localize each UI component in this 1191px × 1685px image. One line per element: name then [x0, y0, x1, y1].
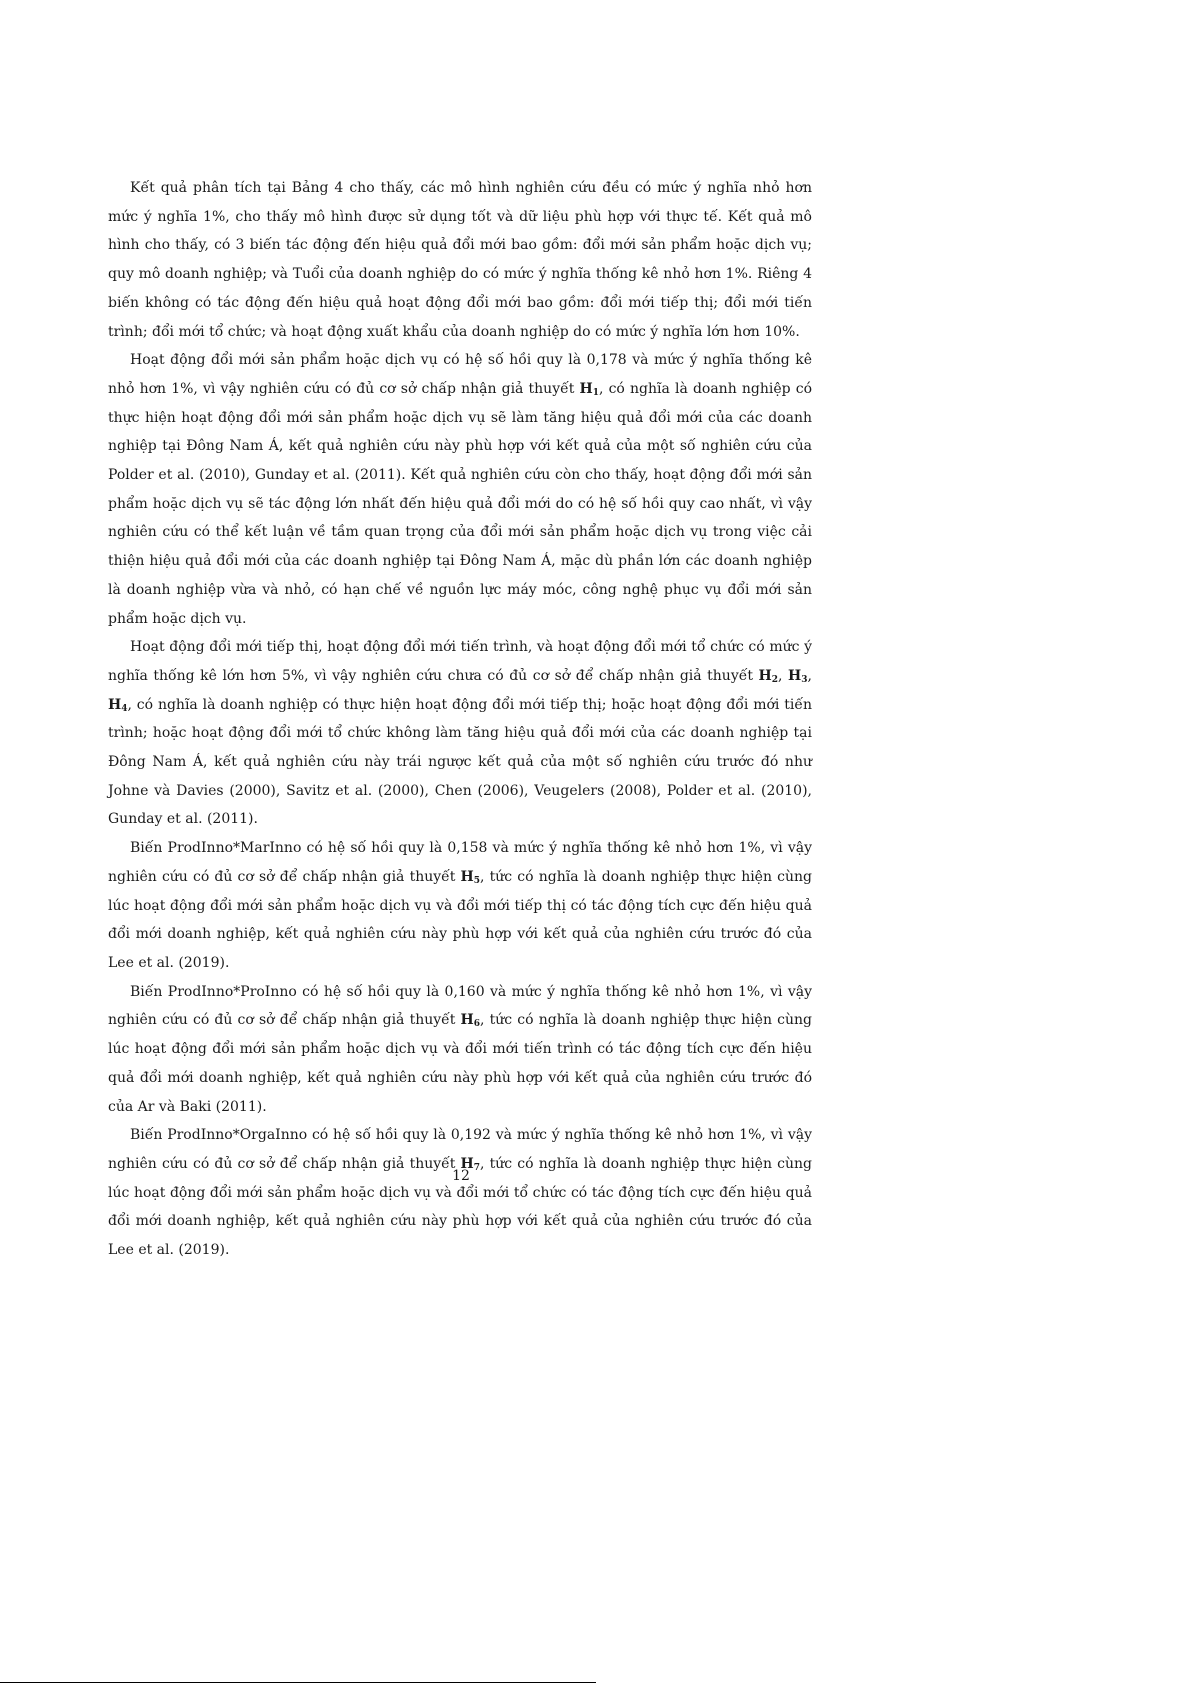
text-run: Biến ProdInno*MarInno có hệ số hồi quy là 0,158 và mức ý nghĩa thống kê nhỏ hơn 1%, vì vậy nghiên cứu có đủ cơ sở để chấp nhận giả thuyết [108, 840, 812, 885]
hypothesis-index: 7 [473, 1162, 481, 1173]
paragraph [108, 978, 812, 1122]
text-run: , có nghĩa là doanh nghiệp có thực hiện hoạt động đổi mới tiếp thị; hoặc hoạt động đổi mới tiến trình; hoặc hoạt động đổi mới tổ chức không làm tăng hiệu quả đổi mới của các doanh nghiệp tại Đông Nam Á, kết quả nghiên cứu này trái ngược kết quả của một số nghiên cứu trước đó như Johne và Davies (2000), Savitz et al. (2000), Chen (2006), Veugelers (2008), Polder et al. (2010), Gunday et al. (2011). [108, 696, 812, 828]
hypothesis-index: 6 [473, 1019, 481, 1030]
paragraph [108, 174, 812, 346]
hypothesis-label: H [460, 1155, 474, 1172]
text-run: Biến ProdInno*OrgaInno có hệ số hồi quy là 0,192 và mức ý nghĩa thống kê nhỏ hơn 1%, vì vậy nghiên cứu có đủ cơ sở để chấp nhận giả thuyết [108, 1127, 812, 1172]
text-run: , [807, 667, 812, 684]
text-run: Hoạt động đổi mới sản phẩm hoặc dịch vụ có hệ số hồi quy là 0,178 và mức ý nghĩa thống kê nhỏ hơn 1%, vì vậy nghiên cứu có đủ cơ sở chấp nhận giả thuyết [108, 352, 812, 397]
hypothesis-label: H [579, 380, 593, 397]
paragraph [108, 633, 812, 834]
hypothesis-label: H [460, 1012, 474, 1029]
hypothesis-label: H [758, 667, 772, 684]
hypothesis-label: H [108, 696, 122, 713]
text-run: , tức có nghĩa là doanh nghiệp thực hiện cùng lúc hoạt động đổi mới sản phẩm hoặc dịch vụ và đổi mới tiến trình có tác động tích cực đến hiệu quả đổi mới doanh nghiệp, kết quả nghiên cứu này phù hợp với kết quả của nghiên cứu trước đó của Ar và Baki (2011). [108, 1012, 812, 1115]
paragraph [108, 1121, 812, 1265]
hypothesis-index: 3 [801, 674, 808, 685]
hypothesis-index: 4 [121, 703, 128, 714]
document-body [108, 174, 812, 1265]
text-run: Biến ProdInno*ProInno có hệ số hồi quy là 0,160 và mức ý nghĩa thống kê nhỏ hơn 1%, vì vậy nghiên cứu có đủ cơ sở để chấp nhận giả thuyết [108, 983, 812, 1029]
page-number: 12 [452, 1168, 470, 1184]
hypothesis-index: 5 [473, 875, 481, 886]
text-run: , tức có nghĩa là doanh nghiệp thực hiện cùng lúc hoạt động đổi mới sản phẩm hoặc dịch vụ và đổi mới tổ chức có tác động tích cực đến hiệu quả đổi mới doanh nghiệp, kết quả nghiên cứu này phù hợp với kết quả của nghiên cứu trước đó của Lee et al. (2019). [108, 1155, 812, 1259]
hypothesis-label: H [460, 868, 474, 885]
paragraph [108, 346, 812, 633]
hypothesis-label: H [788, 667, 802, 684]
text-run: , có nghĩa là doanh nghiệp có thực hiện hoạt động đổi mới sản phẩm hoặc dịch vụ sẽ làm tăng hiệu quả đổi mới của các doanh nghiệp tại Đông Nam Á, kết quả nghiên cứu này phù hợp với kết quả của một số nghiên cứu của Polder et al. (2010), Gunday et al. (2011). Kết quả nghiên cứu còn cho thấy, hoạt động đổi mới sản phẩm hoặc dịch vụ sẽ tác động lớn nhất đến hiệu quả đổi mới do có hệ số hồi quy cao nhất, vì vậy nghiên cứu có thể kết luận về tầm quan trọng của đổi mới sản phẩm hoặc dịch vụ trong việc cải thiện hiệu quả đổi mới của các doanh nghiệp tại Đông Nam Á, mặc dù phần lớn các doanh nghiệp là doanh nghiệp vừa và nhỏ, có hạn chế về nguồn lực máy móc, công nghệ phục vụ đổi mới sản phẩm hoặc dịch vụ. [108, 380, 812, 627]
text-run: Hoạt động đổi mới tiếp thị, hoạt động đổi mới tiến trình, và hoạt động đổi mới tổ chức có mức ý nghĩa thống kê lớn hơn 5%, vì vậy nghiên cứu chưa có đủ cơ sở để chấp nhận giả thuyết [108, 639, 812, 684]
hypothesis-index: 1 [592, 387, 599, 398]
text-run: , [778, 667, 789, 684]
text-run: , tức có nghĩa là doanh nghiệp thực hiện cùng lúc hoạt động đổi mới sản phẩm hoặc dịch vụ và đổi mới tiếp thị có tác động tích cực đến hiệu quả đổi mới doanh nghiệp, kết quả nghiên cứu này phù hợp với kết quả của nghiên cứu trước đó của Lee et al. (2019). [108, 868, 812, 971]
text-run: Kết quả phân tích tại Bảng 4 cho thấy, các mô hình nghiên cứu đều có mức ý nghĩa nhỏ hơn mức ý nghĩa 1%, cho thấy mô hình được sử dụng tốt và dữ liệu phù hợp với thực tế. Kết quả mô hình cho thấy, có 3 biến tác động đến hiệu quả đổi mới bao gồm: đổi mới sản phẩm hoặc dịch vụ; quy mô doanh nghiệp; và Tuổi của doanh nghiệp do có mức ý nghĩa thống kê nhỏ hơn 1%. Riêng 4 biến không có tác động đến hiệu quả hoạt động đổi mới bao gồm: đổi mới tiếp thị; đổi mới tiến trình; đổi mới tổ chức; và hoạt động xuất khẩu của doanh nghiệp do có mức ý nghĩa lớn hơn 10%. [108, 180, 812, 340]
hypothesis-index: 2 [771, 674, 779, 685]
footnote-separator [0, 1682, 596, 1683]
paragraph [108, 834, 812, 978]
